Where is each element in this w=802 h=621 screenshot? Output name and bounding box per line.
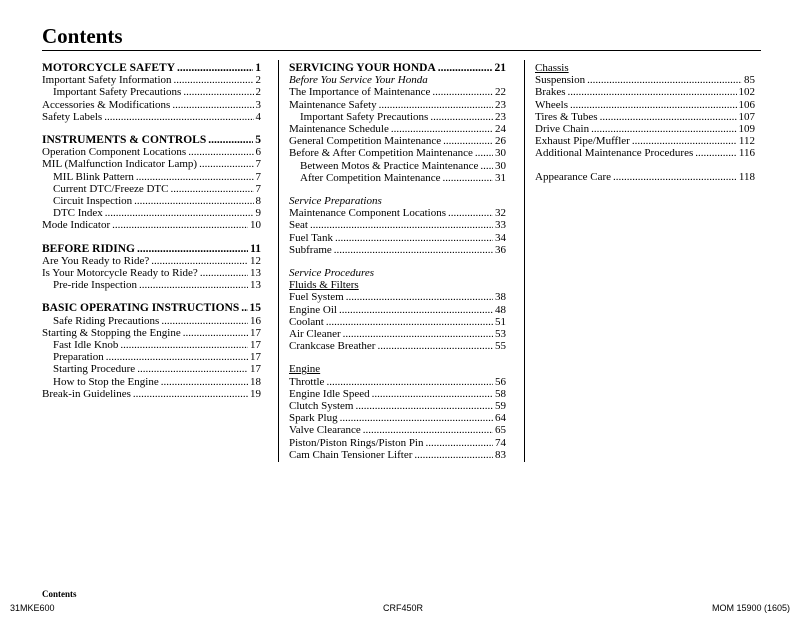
dot-leader: [570, 99, 737, 111]
toc-entry[interactable]: [535, 111, 755, 123]
toc-page-number: 13: [250, 267, 261, 280]
toc-entry[interactable]: [289, 291, 506, 303]
toc-page-number: 17: [250, 326, 261, 339]
dot-leader: [480, 160, 493, 172]
toc-page-number: 10: [250, 219, 261, 232]
toc-page-number: 17: [250, 363, 261, 376]
toc-page-number: 34: [495, 231, 506, 244]
toc-entry[interactable]: [535, 86, 755, 98]
toc-entry-label: Current DTC/Freeze DTC: [53, 182, 169, 195]
toc-entry-label: BASIC OPERATING INSTRUCTIONS: [42, 302, 240, 315]
toc-page-number: 58: [495, 387, 506, 400]
toc-page-number: 53: [495, 328, 506, 341]
toc-page-number: 83: [495, 448, 506, 461]
toc-page-number: 59: [495, 400, 506, 413]
toc-page-number: 5: [255, 134, 261, 147]
toc-entry[interactable]: [42, 195, 261, 207]
toc-page-number: 4: [255, 110, 261, 123]
toc-page-number: 48: [495, 303, 506, 316]
toc-entry[interactable]: [42, 99, 261, 111]
toc-page-number: 2: [255, 86, 261, 99]
dot-leader: [105, 207, 254, 219]
toc-entry[interactable]: [289, 244, 506, 256]
toc-entry-label: Are You Ready to Ride?: [42, 254, 150, 267]
toc-column-3: [535, 62, 755, 183]
dot-leader: [172, 99, 253, 111]
toc-entry[interactable]: [42, 363, 261, 375]
dot-leader: [326, 316, 493, 328]
toc-page-number: 17: [250, 351, 261, 364]
dot-leader: [326, 376, 493, 388]
toc-entry[interactable]: [289, 437, 506, 449]
dot-leader: [475, 147, 493, 159]
dot-leader: [377, 340, 493, 352]
toc-entry[interactable]: [535, 135, 755, 147]
toc-entry-label: MIL (Malfunction Indicator Lamp): [42, 158, 198, 171]
dot-leader: [139, 279, 248, 291]
toc-entry-label: MIL Blink Pattern: [53, 170, 134, 183]
toc-entry-label: Valve Clearance: [289, 424, 361, 437]
dot-leader: [443, 172, 493, 184]
dot-leader: [112, 219, 248, 231]
toc-entry-label: SERVICING YOUR HONDA: [289, 62, 436, 74]
toc-entry[interactable]: [289, 232, 506, 244]
toc-entry[interactable]: [289, 388, 506, 400]
dot-leader: [432, 86, 493, 98]
toc-entry-label: Clutch System: [289, 400, 354, 413]
toc-entry-label: Operation Component Locations: [42, 146, 187, 159]
toc-entry[interactable]: [289, 449, 506, 461]
toc-entry-label: Pre-ride Inspection: [53, 279, 137, 292]
toc-page-number: 16: [250, 314, 261, 327]
toc-entry-label: Preparation: [53, 351, 104, 364]
toc-page-number: 12: [250, 254, 261, 267]
toc-entry-label: Before & After Competition Maintenance: [289, 147, 473, 160]
toc-page-number: 30: [495, 147, 506, 160]
toc-entry[interactable]: [535, 147, 755, 159]
toc-entry-label: Between Motos & Practice Maintenance: [300, 159, 479, 172]
toc-entry-label: Tires & Tubes: [535, 110, 598, 123]
toc-entry-label: Fuel Tank: [289, 231, 333, 244]
dot-leader: [363, 424, 493, 436]
section-spacer: [42, 291, 261, 302]
toc-page-number: 32: [495, 207, 506, 220]
section-spacer: [42, 123, 261, 134]
dot-leader: [200, 267, 248, 279]
dot-leader: [372, 388, 493, 400]
section-spacer: [535, 160, 755, 171]
dot-leader: [414, 449, 493, 461]
toc-entry[interactable]: [289, 328, 506, 340]
toc-page-number: 56: [495, 375, 506, 388]
toc-entry[interactable]: [42, 315, 261, 327]
dot-leader: [587, 74, 742, 86]
toc-entry[interactable]: [289, 172, 506, 184]
toc-page-number: 18: [250, 375, 261, 388]
dot-leader: [613, 171, 737, 183]
dot-leader: [183, 86, 253, 98]
toc-entry[interactable]: [289, 424, 506, 436]
toc-chapter-entry[interactable]: [289, 62, 506, 74]
toc-entry-label: Important Safety Precautions: [53, 86, 182, 99]
section-spacer: [289, 352, 506, 363]
toc-entry-label: Safe Riding Precautions: [53, 314, 160, 327]
toc-entry[interactable]: [289, 376, 506, 388]
toc-entry[interactable]: [42, 279, 261, 291]
section-spacer: [289, 184, 506, 195]
toc-entry-label: INSTRUMENTS & CONTROLS: [42, 134, 207, 147]
toc-entry[interactable]: [42, 388, 261, 400]
toc-entry-label: Additional Maintenance Procedures: [535, 147, 694, 160]
toc-entry[interactable]: [42, 376, 261, 388]
dot-leader: [137, 363, 248, 375]
toc-page-number: 85: [744, 74, 755, 87]
footer-model: CRF450R: [383, 603, 424, 613]
toc-entry-label: Accessories & Modifications: [42, 98, 171, 111]
toc-page-number: 11: [250, 242, 261, 255]
toc-entry[interactable]: [42, 74, 261, 86]
toc-page-number: 64: [495, 412, 506, 425]
toc-entry-label: Seat: [289, 219, 308, 232]
dot-leader: [170, 183, 253, 195]
toc-page-number: 7: [255, 170, 261, 183]
dot-leader: [339, 304, 493, 316]
toc-entry[interactable]: [289, 340, 506, 352]
dot-leader: [632, 135, 737, 147]
column-divider: [278, 60, 279, 462]
toc-page-number: 24: [495, 123, 506, 136]
toc-page-number: 21: [494, 62, 506, 74]
toc-entry[interactable]: [289, 219, 506, 231]
toc-page-number: 8: [255, 195, 261, 208]
toc-entry[interactable]: [42, 171, 261, 183]
toc-entry-label: MOTORCYCLE SAFETY: [42, 62, 176, 74]
toc-entry[interactable]: [289, 412, 506, 424]
toc-page-number: 38: [495, 291, 506, 304]
dot-leader: [343, 328, 493, 340]
dot-leader: [334, 244, 493, 256]
dot-leader: [161, 315, 248, 327]
toc-entry[interactable]: [289, 160, 506, 172]
toc-entry-label: Cam Chain Tensioner Lifter: [289, 448, 413, 461]
footer-publication: MOM 15900 (1605): [711, 603, 790, 613]
toc-page-number: 36: [495, 243, 506, 256]
toc-page-number: 118: [738, 170, 755, 183]
dot-leader: [241, 302, 247, 314]
toc-entry-label: Maintenance Schedule: [289, 123, 389, 136]
dot-leader: [136, 171, 254, 183]
dot-leader: [120, 339, 248, 351]
toc-entry-label: Suspension: [535, 74, 586, 87]
toc-page-number: 112: [738, 135, 755, 148]
dot-leader: [151, 255, 248, 267]
dot-leader: [183, 327, 248, 339]
toc-entry[interactable]: [289, 123, 506, 135]
toc-entry-label: Mode Indicator: [42, 219, 111, 232]
toc-entry-label: Break-in Guidelines: [42, 387, 131, 400]
toc-entry-label: Fuel System: [289, 291, 344, 304]
toc-page-number: 7: [255, 182, 261, 195]
toc-page-number: 23: [495, 110, 506, 123]
toc-entry-label: Maintenance Component Locations: [289, 207, 447, 220]
toc-entry-label: Engine Idle Speed: [289, 387, 370, 400]
dot-leader: [438, 62, 493, 74]
dot-leader: [340, 412, 493, 424]
toc-entry[interactable]: [42, 183, 261, 195]
toc-entry[interactable]: [42, 111, 261, 123]
toc-entry[interactable]: [289, 207, 506, 219]
toc-entry-label: Circuit Inspection: [53, 195, 133, 208]
column-divider: [524, 60, 525, 462]
toc-entry[interactable]: [289, 147, 506, 159]
toc-page-number: 102: [738, 86, 755, 99]
toc-page-number: 116: [738, 147, 755, 160]
toc-entry-label: Drive Chain: [535, 123, 590, 136]
toc-entry-label: Subframe: [289, 243, 332, 256]
toc-entry-label: General Competition Maintenance: [289, 135, 442, 148]
dot-leader: [379, 99, 493, 111]
toc-subsection-heading: Engine: [289, 363, 321, 376]
toc-entry[interactable]: [535, 171, 755, 183]
toc-chapter-entry[interactable]: [42, 243, 261, 255]
toc-entry-label: Starting & Stopping the Engine: [42, 326, 181, 339]
toc-entry[interactable]: [289, 99, 506, 111]
toc-entry[interactable]: [42, 255, 261, 267]
toc-entry[interactable]: [42, 86, 261, 98]
section-spacer: [289, 256, 506, 267]
toc-entry[interactable]: [42, 207, 261, 219]
toc-entry-label: Spark Plug: [289, 412, 338, 425]
toc-entry-label: Coolant: [289, 315, 324, 328]
toc-page-number: 13: [250, 279, 261, 292]
toc-entry[interactable]: [535, 74, 755, 86]
toc-page-number: 15: [249, 302, 261, 315]
toc-section-heading: Service Procedures: [289, 267, 375, 280]
dot-leader: [133, 388, 248, 400]
toc-page-number: 109: [738, 123, 755, 136]
dot-leader: [600, 111, 737, 123]
section-spacer: [42, 232, 261, 243]
dot-leader: [443, 135, 493, 147]
toc-page-number: 19: [250, 387, 261, 400]
dot-leader: [106, 351, 248, 363]
toc-entry[interactable]: [289, 135, 506, 147]
toc-entry[interactable]: [42, 219, 261, 231]
dot-leader: [310, 219, 493, 231]
toc-column-2: [289, 62, 506, 461]
toc-page-number: 65: [495, 424, 506, 437]
footer-doc-code: 31MKE600: [10, 603, 55, 613]
toc-entry[interactable]: [289, 111, 506, 123]
toc-page-number: 33: [495, 219, 506, 232]
toc-entry[interactable]: [42, 146, 261, 158]
toc-page-number: 2: [255, 74, 261, 87]
dot-leader: [208, 134, 253, 146]
toc-subsection-heading: Chassis: [535, 62, 569, 74]
toc-entry-label: Starting Procedure: [53, 363, 136, 376]
toc-page-number: 30: [495, 159, 506, 172]
dot-leader: [335, 232, 493, 244]
dot-leader: [591, 123, 736, 135]
title-rule: [42, 50, 761, 51]
toc-entry-label: Exhaust Pipe/Muffler: [535, 135, 630, 148]
toc-page-number: 1: [255, 62, 261, 74]
toc-page-number: 107: [738, 110, 755, 123]
toc-entry[interactable]: [289, 86, 506, 98]
toc-page-number: 3: [255, 98, 261, 111]
toc-chapter-entry[interactable]: [42, 134, 261, 146]
toc-entry[interactable]: [42, 327, 261, 339]
dot-leader: [174, 74, 254, 86]
toc-page-number: 31: [495, 171, 506, 184]
toc-entry-label: Air Cleaner: [289, 328, 341, 341]
toc-entry-label: DTC Index: [53, 207, 103, 220]
toc-page-number: 6: [255, 146, 261, 159]
toc-entry-label: Safety Labels: [42, 110, 103, 123]
dot-leader: [391, 123, 493, 135]
dot-leader: [430, 111, 493, 123]
dot-leader: [695, 147, 737, 159]
toc-entry[interactable]: [42, 339, 261, 351]
toc-entry[interactable]: [289, 316, 506, 328]
toc-entry[interactable]: [42, 267, 261, 279]
toc-entry[interactable]: [42, 158, 261, 170]
toc-page-number: 7: [255, 158, 261, 171]
toc-entry-label: After Competition Maintenance: [300, 171, 441, 184]
dot-leader: [568, 86, 737, 98]
dot-leader: [346, 291, 493, 303]
toc-page-number: 9: [255, 207, 261, 220]
toc-page-number: 55: [495, 340, 506, 353]
toc-entry-label: Appearance Care: [535, 170, 612, 183]
toc-entry-label: The Importance of Maintenance: [289, 86, 431, 99]
toc-page-number: 22: [495, 86, 506, 99]
toc-entry-label: Important Safety Precautions: [300, 110, 429, 123]
dot-leader: [188, 146, 253, 158]
dot-leader: [448, 207, 493, 219]
toc-entry-label: Engine Oil: [289, 303, 337, 316]
toc-entry[interactable]: [42, 351, 261, 363]
toc-entry[interactable]: [535, 123, 755, 135]
dot-leader: [355, 400, 493, 412]
toc-page-number: 51: [495, 315, 506, 328]
toc-entry-label: Brakes: [535, 86, 566, 99]
toc-entry[interactable]: [535, 99, 755, 111]
footer-section-label: Contents: [42, 589, 77, 599]
page-title: Contents: [42, 24, 123, 48]
toc-entry[interactable]: [289, 400, 506, 412]
toc-page-number: 17: [250, 339, 261, 352]
dot-leader: [137, 243, 248, 255]
toc-column-1: [42, 62, 261, 400]
toc-chapter-entry[interactable]: [42, 62, 261, 74]
toc-page-number: 23: [495, 98, 506, 111]
toc-entry-label: Wheels: [535, 98, 568, 111]
dot-leader: [104, 111, 253, 123]
toc-entry-label: Important Safety Information: [42, 74, 172, 87]
dot-leader: [426, 437, 494, 449]
toc-section-heading: Before You Service Your Honda: [289, 74, 428, 87]
toc-page-number: 74: [495, 436, 506, 449]
toc-entry[interactable]: [289, 304, 506, 316]
dot-leader: [199, 158, 253, 170]
toc-subsection-heading: Fluids & Filters: [289, 279, 359, 292]
toc-chapter-entry[interactable]: [42, 302, 261, 314]
toc-page-number: 26: [495, 135, 506, 148]
toc-section-heading: Service Preparations: [289, 195, 382, 208]
toc-entry-label: Throttle: [289, 375, 325, 388]
toc-entry-label: Crankcase Breather: [289, 340, 376, 353]
toc-entry-label: Piston/Piston Rings/Piston Pin: [289, 436, 424, 449]
toc-entry-label: Is Your Motorcycle Ready to Ride?: [42, 267, 198, 280]
dot-leader: [161, 376, 248, 388]
dot-leader: [134, 195, 253, 207]
toc-entry-label: Fast Idle Knob: [53, 339, 119, 352]
toc-entry-label: Maintenance Safety: [289, 98, 377, 111]
dot-leader: [177, 62, 253, 74]
toc-page-number: 106: [738, 98, 755, 111]
toc-entry-label: How to Stop the Engine: [53, 375, 159, 388]
toc-entry-label: BEFORE RIDING: [42, 242, 135, 255]
